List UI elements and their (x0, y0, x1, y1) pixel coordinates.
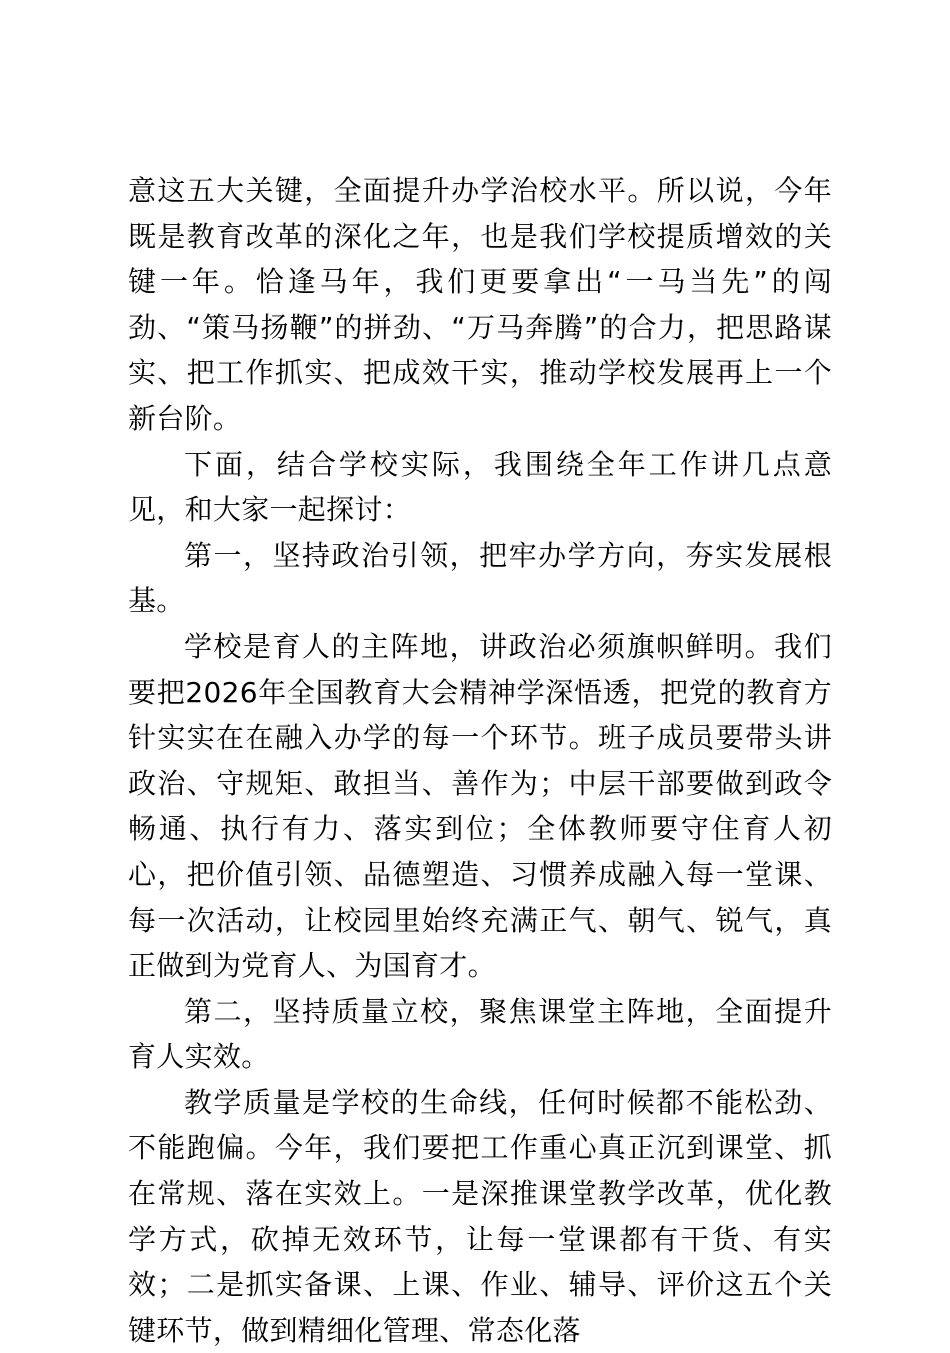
paragraph-first-body: 学校是育人的主阵地，讲政治必须旗帜鲜明。我们要把2026年全国教育大会精神学深悟透，把党的教育方针实实在在融入办学的每一个环节。班子成员要带头讲政治、守规矩、敢担当、善作为；中层干部要做到政令畅通、执行有力、落实到位；全体教师要守住育人初心，把价值引领、品德塑造、习惯养成融入每一堂课、每一次活动，让校园里始终充满正气、朝气、锐气，真正做到为党育人、为国育才。 (128, 629, 832, 983)
document-body (128, 168, 832, 1353)
paragraph-intro: 下面，结合学校实际，我围绕全年工作讲几点意见，和大家一起探讨： (128, 447, 832, 527)
paragraph-second-body: 教学质量是学校的生命线，任何时候都不能松劲、不能跑偏。今年，我们要把工作重心真正沉到课堂、抓在常规、落在实效上。一是深推课堂教学改革，优化教学方式，砍掉无效环节，让每一堂课都有干货、有实效；二是抓实备课、上课、作业、辅导、评价这五个关键环节，做到精细化管理、常态化落 (128, 1085, 832, 1347)
section-heading-second: 第二，坚持质量立校，聚焦课堂主阵地，全面提升育人实效。 (128, 994, 832, 1074)
section-heading-first: 第一，坚持政治引领，把牢办学方向，夯实发展根基。 (128, 538, 832, 618)
paragraph-continuation: 意这五大关键，全面提升办学治校水平。所以说，今年既是教育改革的深化之年，也是我们学校提质增效的关键一年。恰逢马年，我们更要拿出“一马当先”的闯劲、“策马扬鞭”的拼劲、“万马奔腾”的合力，把思路谋实、把工作抓实、把成效干实，推动学校发展再上一个新台阶。 (128, 174, 832, 435)
